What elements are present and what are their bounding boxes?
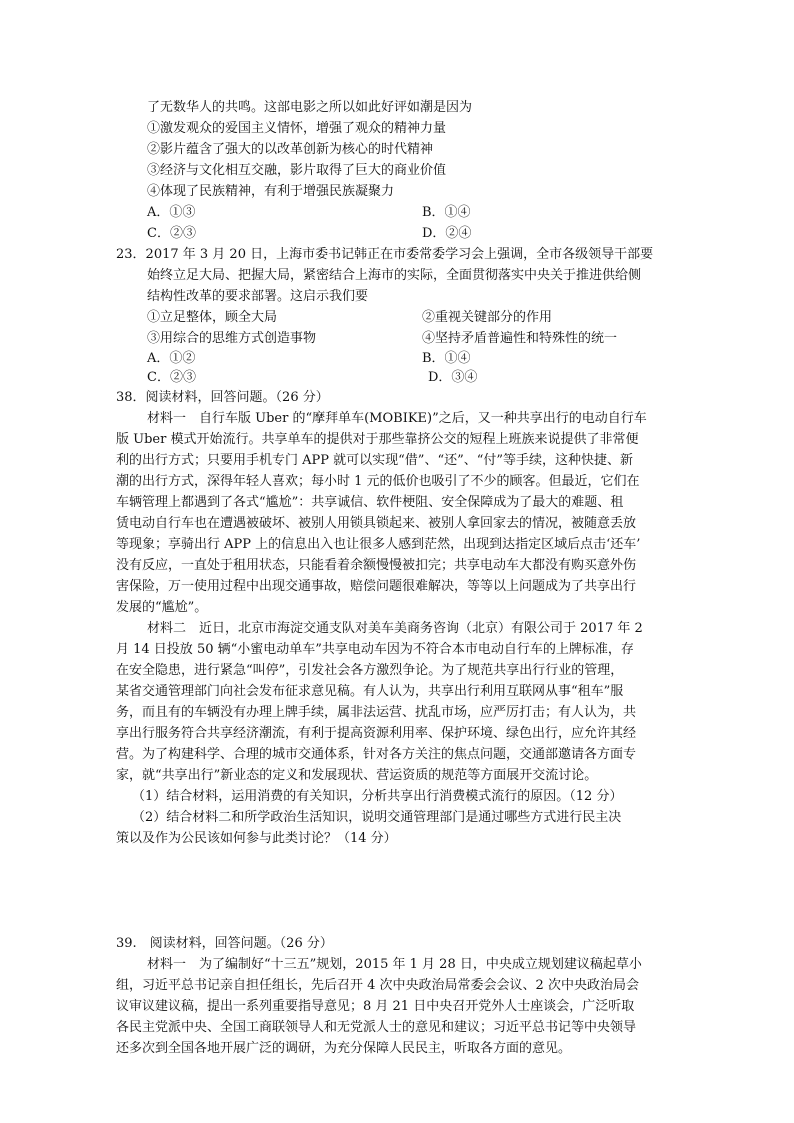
q38-text-line: 等现象；享骑出行 APP 上的信息出入也让很多人感到茫然，出现到达指定区域后点击‘还车’ (116, 537, 641, 552)
q38-text-line: 车辆管理上都遇到了各式“尴尬”：共享诚信、软件梗阻、安全保障成为了最大的难题、租 (116, 495, 624, 510)
q38-heading: 38．阅读材料，回答问题。（26 分） (116, 390, 329, 405)
q38-text-line: 某省交通管理部门向社会发布征求意见稿。有人认为，共享出行利用互联网从事“租车”服 (116, 684, 624, 699)
q38-text-line: 材料二 近日，北京市海淀交通支队对美车美商务咨询（北京）有限公司于 2017 年 2 (147, 621, 643, 636)
q39-text-line: 各民主党派中央、全国工商联领导人和无党派人士的意见和建议；习近平总书记等中央领导 (116, 1020, 637, 1035)
q23-stem-line1: 23．2017 年 3 月 20 日，上海市委书记韩正在市委常委学习会上强调，全市各级领导干部要 (116, 247, 654, 262)
q22-choice-d: D．②④ (422, 226, 472, 241)
q38-text-line: 月 14 日投放 50 辆“小蜜电动单车”共享电动车因为不符合本市电动自行车的上牌标准，存 (116, 642, 634, 657)
q22-option-4: ④体现了民族精神，有利于增强民族凝聚力 (147, 184, 395, 199)
q22-option-3: ③经济与文化相互交融，影片取得了巨大的商业价值 (147, 163, 447, 178)
q38-text-line: 在安全隐患，进行紧急“叫停”，引发社会各方激烈争论。为了规范共享出行行业的管理， (116, 663, 624, 678)
q38-subquestion-1: （1）结合材料，运用消费的有关知识，分析共享出行消费模式流行的原因。（12 分） (132, 789, 623, 804)
q38-text-line: 家，就“共享出行”新业态的定义和发展现状、营运资质的规范等方面展开交流讨论。 (116, 768, 598, 783)
q23-option-2: ②重视关键部分的作用 (422, 310, 553, 325)
q38-text-line: 发展的“尴尬”。 (116, 600, 208, 615)
q39-text-line: 还多次到全国各地开展广泛的调研，为充分保障人民民主，听取各方面的意见。 (116, 1041, 572, 1056)
q38-text-line: 务，而且有的车辆没有办理上牌手续，属非法运营、扰乱市场，应严厉打击；有人认为，共 (116, 705, 637, 720)
q38-text-line: 利的出行方式；只要用手机专门 APP 就可以实现“借”、“还”、“付”等手续，这种快捷、新 (116, 453, 634, 468)
q23-stem-line3: 结构性改革的要求部署。这启示我们要 (147, 289, 369, 304)
q39-text-line: 议审议建议稿，提出一系列重要指导意见；8 月 21 日中央召开党外人士座谈会，广泛听取 (116, 999, 635, 1014)
q22-choice-b: B．①④ (422, 205, 471, 220)
q38-text-line: 营。为了构建科学、合理的城市交通体系，针对各方关注的焦点问题，交通部邀请各方面专 (116, 747, 637, 762)
q22-stem: 了无数华人的共鸣。这部电影之所以如此好评如潮是因为 (147, 100, 473, 115)
q23-choice-c: C．②③ (147, 370, 196, 385)
q38-text-line: 没有反应，一直处于租用状态，只能看着余额慢慢被扣完；共享电动车大都没有购买意外伤 (116, 558, 637, 573)
q22-option-2: ②影片蕴含了强大的以改革创新为核心的时代精神 (147, 142, 434, 157)
q39-text-line: 材料一 为了编制好“十三五”规划，2015 年 1 月 28 日，中央成立规划建议稿起草小 (147, 957, 642, 972)
q38-text-line: 享出行服务符合共享经济潮流，有利于提高资源利用率、保护环境、绿色出行，应允许其经 (116, 726, 637, 741)
q39-heading: 39. 阅读材料，回答问题。（26 分） (116, 936, 333, 951)
q38-text-line: 害保险，万一使用过程中出现交通事故，赔偿问题很难解决，等等以上问题成为了共享出行 (116, 579, 637, 594)
q22-choice-c: C．②③ (147, 226, 196, 241)
q23-choice-b: B．①④ (422, 351, 471, 366)
q23-option-1: ①立足整体，顾全大局 (147, 310, 278, 325)
q38-text-line: 潮的出行方式，深得年轻人喜欢；每小时 1 元的低价也吸引了不少的顾客。但最近，它们在 (116, 474, 640, 489)
q38-text-line: 赁电动自行车也在遭遇被破坏、被别人用锁具锁起来、被别人拿回家去的情况，被随意丢放 (116, 516, 637, 531)
q39-text-line: 组，习近平总书记亲自担任组长，先后召开 4 次中央政治局常委会会议、2 次中央政治局会 (116, 978, 639, 993)
q22-option-1: ①激发观众的爱国主义情怀，增强了观众的精神力量 (147, 121, 447, 136)
q23-option-3: ③用综合的思维方式创造事物 (147, 331, 317, 346)
q22-choice-a: A．①③ (147, 205, 196, 220)
q38-text-line: 版 Uber 模式开始流行。共享单车的提供对于那些靠挤公交的短程上班族来说提供了非常便 (116, 432, 639, 447)
q23-option-4: ④坚持矛盾普遍性和特殊性的统一 (422, 331, 618, 346)
q23-choice-a: A．①② (147, 351, 196, 366)
q23-stem-line2: 始终立足大局、把握大局，紧密结合上海市的实际，全面贯彻落实中央关于推进供给侧 (147, 268, 642, 283)
q38-subquestion-2-cont: 策以及作为公民该如何参与此类讨论？（14 分） (116, 831, 397, 846)
q23-choice-d: D．③④ (428, 370, 478, 385)
q38-subquestion-2: （2）结合材料二和所学政治生活知识，说明交通管理部门是通过哪些方式进行民主决 (132, 810, 622, 825)
q38-text-line: 材料一 自行车版 Uber 的“摩拜单车(MOBIKE)”之后，又一种共享出行的电动自行车 (147, 411, 647, 426)
